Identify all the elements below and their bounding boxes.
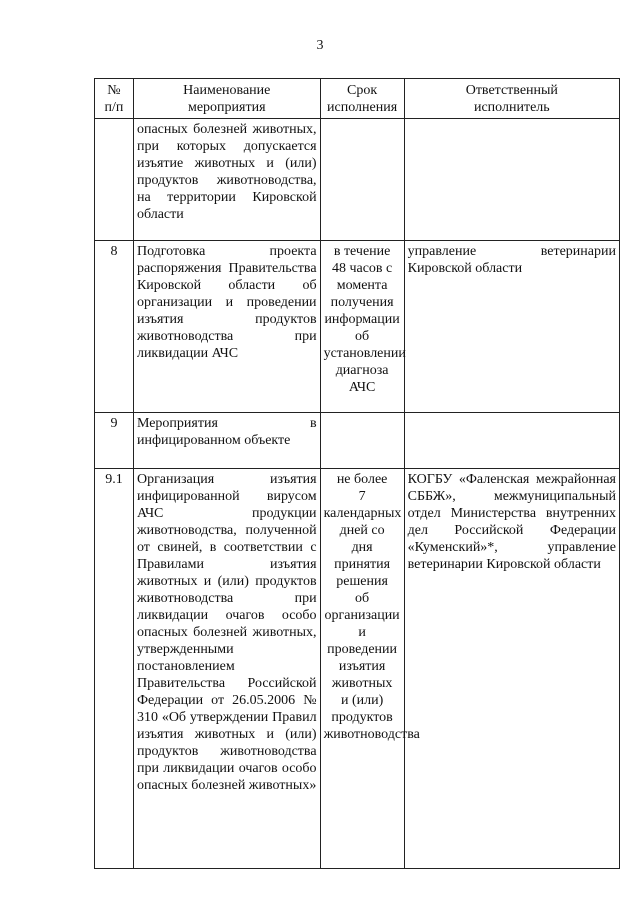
header-num: № п/п <box>95 79 134 119</box>
row-responsible: управление ветеринарии Кировской области <box>404 241 619 413</box>
header-name: Наименование мероприятия <box>133 79 320 119</box>
row-num: 9.1 <box>95 469 134 869</box>
table-row <box>95 119 620 241</box>
header-responsible: Ответственный исполнитель <box>404 79 619 119</box>
row-name: Мероприятия в инфицированном объекте <box>133 413 320 469</box>
table-row <box>95 469 620 869</box>
row-responsible <box>404 119 619 241</box>
row-responsible: КОГБУ «Фаленская межрайонная СББЖ», межмуниципальный отдел Министерства внутренних дел Российской Федерации «Куменский»*, управление ветеринарии Кировской области <box>404 469 619 869</box>
page-number: 3 <box>316 38 324 53</box>
row-responsible <box>404 413 619 469</box>
row-term: не более 7 календарных дней со дня принятия решения об организации и проведении изъятия животных и (или) продуктов животноводства <box>320 469 404 869</box>
row-name: опасных болезней животных, при которых допускается изъятие животных и (или) продуктов животноводства, на территории Кировской области <box>133 119 320 241</box>
table-row <box>95 413 620 469</box>
row-num: 8 <box>95 241 134 413</box>
measures-table <box>94 78 620 869</box>
table-header-row <box>95 79 620 119</box>
row-name: Подготовка проекта распоряжения Правительства Кировской области об организации и проведении изъятия продуктов животноводства при ликвидации АЧС <box>133 241 320 413</box>
row-term <box>320 119 404 241</box>
row-num: 9 <box>95 413 134 469</box>
row-num <box>95 119 134 241</box>
row-name: Организация изъятия инфицированной вирусом АЧС продукции животноводства, полученной от свиней, в соответствии с Правилами изъятия животных и (или) продуктов животноводства при ликвидации очагов особо опасных болезней животных, утвержденными постановлением Правительства Российской Федерации от 26.05.2006 № 310 «Об утверждении Правил изъятия животных и (или) продуктов животноводства при ликвидации очагов особо опасных болезней животных» <box>133 469 320 869</box>
row-term <box>320 413 404 469</box>
table-row <box>95 241 620 413</box>
header-term: Срок исполнения <box>320 79 404 119</box>
row-term: в течение 48 часов с момента получения информации об установлении диагноза АЧС <box>320 241 404 413</box>
